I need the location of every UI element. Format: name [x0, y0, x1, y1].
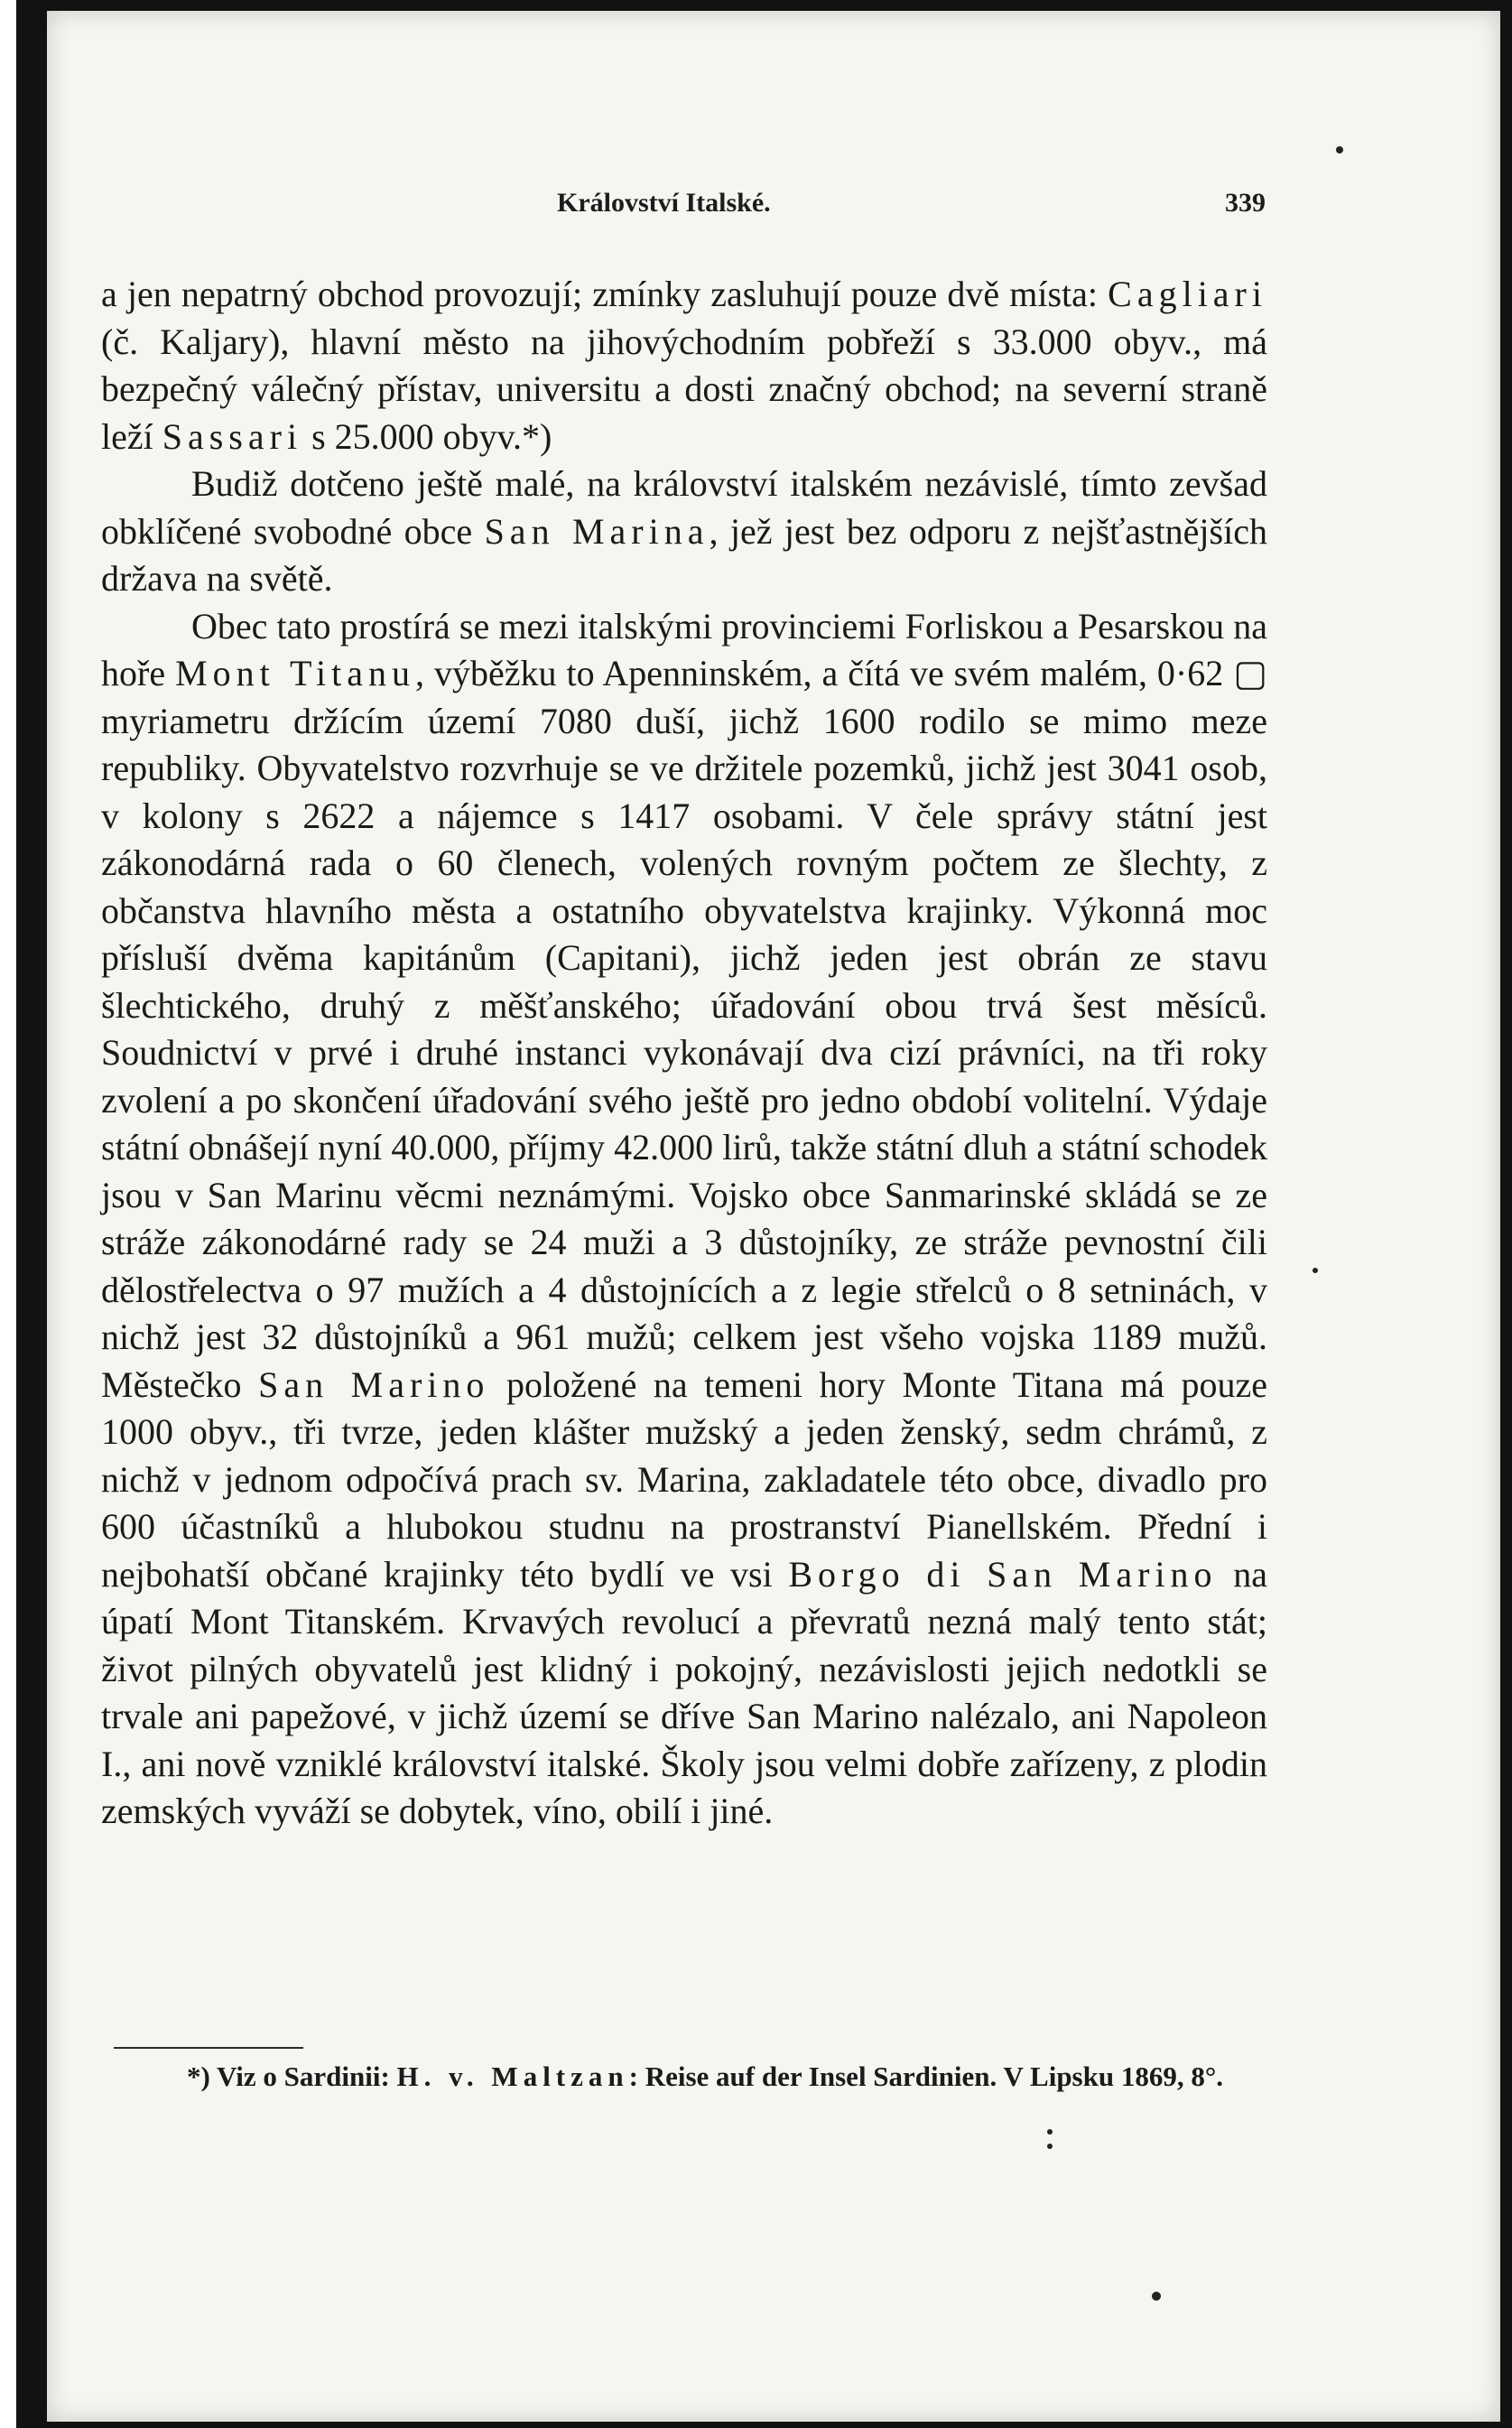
- place-san-marino: San Marino: [258, 1363, 490, 1405]
- scan-speck: [1152, 2292, 1161, 2301]
- running-title: Království Italské.: [557, 188, 771, 218]
- scan-speck: [1313, 1268, 1318, 1273]
- scan-speck: [1336, 146, 1343, 153]
- place-mont-titanu: Mont Titanu: [175, 653, 416, 693]
- place-cagliari: Cagliari: [1108, 274, 1267, 314]
- paragraph-3: Obec tato prostírá se mezi italskými provinciemi Forliskou a Pesarskou na hoře Mont Titanu, výběžku to Apenninském, a čítá ve svém malém, 0·62 ▢ myriametru držícím území 7080 duší, jichž 1600 rodilo se mimo meze republiky. Obyvatelstvo rozvrhuje se ve držitele pozemků, jichž jest 3041 osob, v kolony s 2622 a nájemce s 1417 osobami. V čele správy státní jest zákonodárná rada o 60 členech, volených rovným počtem ze šlechty, z občanstva hlavního města a ostatního obyvatelstva krajinky. Výkonná moc přísluší dvěma kapitánům (Capitani), jichž jeden jest obrán ze stavu šlechtického, druhý z měšťanského; úřadování obou trvá šest měsíců. Soudnictví v prvé i druhé instanci vykonávají dva cizí právníci, na tři roky zvolení a po skončení úřadování svého ještě pro jedno období volitelní. Výdaje státní obnášejí nyní 40.000, příjmy 42.000 lirů, takže státní dluh a státní schodek jsou v San Marinu věcmi neznámými. Vojsko obce Sanmarinské skládá se ze stráže zákonodárné rady se 24 muži a 3 důstojníky, ze stráže pevnostní čili dělostřelectva o 97 mužích a 4 důstojnících a z legie střelců o 8 setninách, v nichž jest 32 důstojníků a 961 mužů; celkem jest všeho vojska 1189 mužů. Městečko San Marino položené na temeni hory Monte Titana má pouze 1000 obyv., tři tvrze, jeden klášter mužský a jeden ženský, sedm chrámů, z nichž v jednom odpočívá prach sv. Marina, zakladatele této obce, divadlo pro 600 účastníků a hlubokou studnu na prostranství Pianellském. Přední i nejbohatší občané krajinky této bydlí ve vsi Borgo di San Marino na úpatí Mont Titanském. Krvavých revolucí a převratů nezná malý tento stát; život pilných obyvatelů jest klidný i pokojný, nezávislosti jejich nedotkli se trvale ani papežové, v jichž území se dříve San Marino nalézalo, ani Napoleon I., ani nově vzniklé království italské. Školy jsou velmi dobře zařízeny, z plodin zemských vyváží se dobytek, víno, obilí i jiné.: [101, 605, 1268, 1831]
- footnote: *) Viz o Sardinii: H. v. Maltzan: Reise auf der Insel Sardinien. V Lipsku 1869, 8°.: [187, 2061, 1223, 2092]
- body-text: [101, 271, 1267, 1836]
- running-header: [101, 177, 1266, 231]
- paragraph-1: a jen nepatrný obchod provozují; zmínky zasluhují pouze dvě místa: Cagliari (č. Kaljary), hlavní město na jihovýchodním pobřeží s 33.000 obyv., má bezpečný válečný přístav, universitu a dosti značný obchod; na severní straně leží Sassari s 25.000 obyv.*): [101, 274, 1267, 457]
- place-sassari: Sassari: [162, 415, 303, 457]
- scan-speck: [1047, 2144, 1053, 2149]
- footnote-marker: *): [187, 2061, 218, 2092]
- footnote-author: H. v. Maltzan: [396, 2061, 629, 2092]
- paragraph-2: Budiž dotčeno ještě malé, na království italském nezávislé, tímto zevšad obklíčené svobodné obce San Marina, jež jest bez odporu z nejšťastnějších država na světě.: [101, 463, 1267, 599]
- scan-edge: [0, 0, 16, 2428]
- place-borgo-di-san-marino: Borgo di San Marino: [788, 1553, 1218, 1595]
- footnote-rule: [114, 2047, 303, 2049]
- scan-speck: [1047, 2129, 1053, 2135]
- page-number: 339: [1225, 188, 1266, 218]
- place-san-marina: San Marina: [484, 510, 710, 552]
